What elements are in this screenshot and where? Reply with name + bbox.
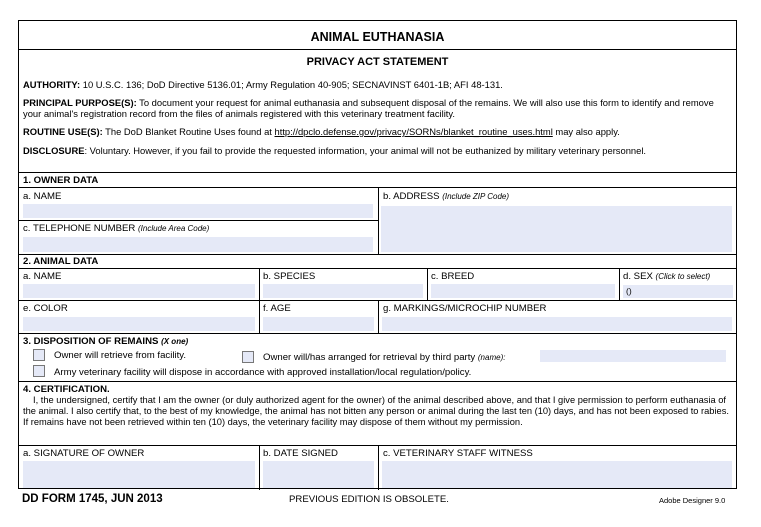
divider [19, 268, 736, 269]
owner-name-field[interactable] [23, 204, 373, 218]
routine-label: ROUTINE USE(S): [23, 126, 103, 137]
date-signed-field[interactable] [263, 461, 374, 488]
routine-uses-link[interactable]: http://dpclo.defense.gov/privacy/SORNs/blanket_routine_uses.html [274, 126, 553, 137]
designer-note: Adobe Designer 9.0 [659, 496, 726, 505]
retrieve-facility-label: Owner will retrieve from facility. [54, 350, 187, 361]
third-party-hint: (name): [477, 353, 506, 362]
form-title: ANIMAL EUTHANASIA [310, 30, 445, 44]
purpose-paragraph [23, 97, 730, 119]
address-hint: (Include ZIP Code) [442, 192, 510, 201]
markings-label: g. MARKINGS/MICROCHIP NUMBER [383, 303, 547, 314]
animal-section-heading: 2. ANIMAL DATA [23, 256, 99, 267]
divider [19, 172, 736, 173]
facility-dispose-label: Army veterinary facility will dispose in accordance with approved installation/local regulation/policy. [54, 367, 472, 378]
signature-field[interactable] [23, 461, 255, 488]
phone-label-text: c. TELEPHONE NUMBER [23, 223, 136, 234]
disclosure-text: : Voluntary. However, if you fail to provide the requested information, your animal will not be euthanized by military veterinary personnel. [84, 145, 647, 156]
retrieve-facility-checkbox[interactable] [33, 349, 45, 361]
purpose-text: To document your request for animal euthanasia and subsequent disposal of the remains. We will also use this form to identify and remove your animal's registration record from the files of animals registered with this veterinary treatment facility. [23, 97, 714, 119]
owner-address-field[interactable] [381, 206, 732, 252]
third-party-text: Owner will/has arranged for retrieval by third party [263, 352, 476, 363]
disposition-section-heading [23, 336, 188, 347]
color-field[interactable] [23, 317, 255, 331]
animal-name-label: a. NAME [23, 271, 62, 282]
owner-phone-field[interactable] [23, 237, 373, 252]
sex-select[interactable] [623, 285, 733, 298]
euthanasia-form [18, 20, 737, 489]
routine-text-after: may also apply. [552, 126, 620, 137]
third-party-name-field[interactable] [540, 350, 726, 362]
divider [427, 268, 428, 300]
edition-note: PREVIOUS EDITION IS OBSOLETE. [289, 494, 449, 505]
sex-label-text: d. SEX [623, 271, 653, 282]
species-label: b. SPECIES [263, 271, 316, 282]
third-party-label [263, 352, 505, 363]
owner-name-label: a. NAME [23, 191, 62, 202]
witness-label: c. VETERINARY STAFF WITNESS [383, 448, 533, 459]
third-party-checkbox[interactable] [242, 351, 254, 363]
sex-hint: (Click to select) [655, 272, 711, 281]
certification-text: I, the undersigned, certify that I am the owner (or duly authorized agent for the owner) of the animal described above, and that I give permission to perform euthanasia of the animal. I also certify that, to the best of my knowledge, the animal has not bitten any person or animal during the last ten (10) days, and has not been exposed to rabies. If remains have not been retrieved within ten (10) days, the veterinary facility may dispose of them without my permission. [23, 395, 729, 427]
routine-paragraph [23, 126, 730, 137]
divider [19, 381, 736, 382]
authority-paragraph [23, 79, 730, 90]
color-label: e. COLOR [23, 303, 68, 314]
witness-field[interactable] [382, 461, 732, 488]
purpose-label: PRINCIPAL PURPOSE(S): [23, 97, 137, 108]
authority-text: 10 U.S.C. 136; DoD Directive 5136.01; Army Regulation 40-905; SECNAVINST 6401-1B; AFI 48-131. [80, 79, 503, 90]
signature-label: a. SIGNATURE OF OWNER [23, 448, 145, 459]
disposition-hint: (X one) [161, 337, 189, 346]
divider [378, 187, 379, 254]
age-field[interactable] [263, 317, 374, 331]
age-label: f. AGE [263, 303, 291, 314]
disposition-heading-text: 3. DISPOSITION OF REMAINS [23, 336, 159, 347]
divider [19, 254, 736, 255]
animal-name-field[interactable] [23, 284, 255, 298]
divider [19, 49, 736, 50]
divider [259, 300, 260, 333]
authority-label: AUTHORITY: [23, 79, 81, 90]
disclosure-label: DISCLOSURE [23, 145, 85, 156]
facility-dispose-checkbox[interactable] [33, 365, 45, 377]
breed-field[interactable] [431, 284, 615, 298]
disclosure-paragraph [23, 145, 730, 156]
divider [19, 333, 736, 334]
divider [19, 220, 378, 221]
owner-address-label [383, 191, 509, 202]
sex-select-value: () [626, 286, 632, 296]
address-label-text: b. ADDRESS [383, 191, 440, 202]
divider [378, 445, 379, 490]
certification-heading: 4. CERTIFICATION. [23, 384, 110, 395]
divider [619, 268, 620, 300]
sex-label [623, 271, 710, 282]
phone-hint: (Include Area Code) [137, 224, 210, 233]
markings-field[interactable] [382, 317, 732, 331]
date-signed-label: b. DATE SIGNED [263, 448, 338, 459]
species-field[interactable] [263, 284, 423, 298]
breed-label: c. BREED [431, 271, 475, 282]
routine-text: The DoD Blanket Routine Uses found at [102, 126, 275, 137]
divider [259, 445, 260, 490]
divider [378, 300, 379, 333]
owner-phone-label [23, 223, 209, 234]
form-number: DD FORM 1745, JUN 2013 [22, 493, 163, 505]
divider [259, 268, 260, 300]
owner-section-heading: 1. OWNER DATA [23, 175, 99, 186]
privacy-heading: PRIVACY ACT STATEMENT [306, 56, 449, 68]
